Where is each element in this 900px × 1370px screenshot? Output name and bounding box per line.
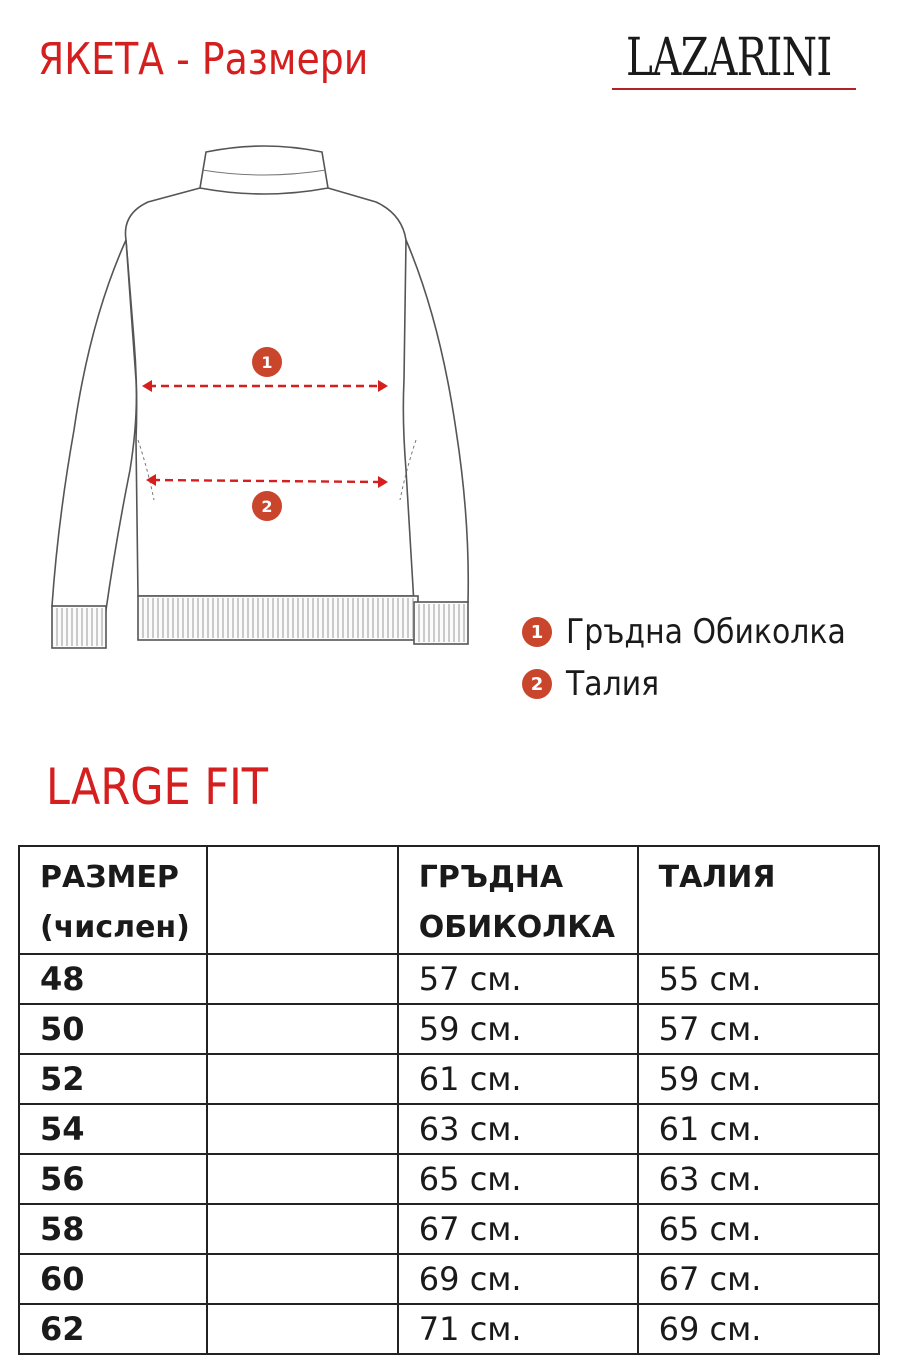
- jacket-right-cuff: [414, 602, 468, 644]
- cell-empty: [207, 954, 398, 1004]
- jacket-collar: [200, 146, 328, 194]
- cell-empty: [207, 1004, 398, 1054]
- header-size: РАЗМЕР (числен): [19, 846, 207, 954]
- jacket-right-sleeve: [403, 240, 468, 604]
- table-header-row: [19, 846, 879, 954]
- cell-size: 54: [19, 1104, 207, 1154]
- table-row: [19, 954, 879, 1004]
- cell-waist: 57 см.: [638, 1004, 879, 1054]
- cell-waist: 69 см.: [638, 1304, 879, 1354]
- cell-chest: 69 см.: [398, 1254, 638, 1304]
- cell-size: 56: [19, 1154, 207, 1204]
- cell-waist: 61 см.: [638, 1104, 879, 1154]
- brand-underline: [612, 88, 856, 90]
- cell-chest: 59 см.: [398, 1004, 638, 1054]
- cell-chest: 67 см.: [398, 1204, 638, 1254]
- brand-logo: [612, 26, 858, 106]
- table-row: [19, 1004, 879, 1054]
- cell-empty: [207, 1204, 398, 1254]
- header-chest: ГРЪДНА ОБИКОЛКА: [398, 846, 638, 954]
- cell-empty: [207, 1154, 398, 1204]
- fit-title: LARGE FIT: [46, 758, 269, 816]
- jacket-left-cuff: [52, 606, 106, 648]
- legend-badge: 1: [522, 617, 552, 647]
- measurement-legend: [522, 606, 884, 710]
- jacket-left-sleeve: [52, 240, 136, 610]
- header-waist: ТАЛИЯ: [638, 846, 879, 954]
- legend-badge: 2: [522, 669, 552, 699]
- cell-waist: 55 см.: [638, 954, 879, 1004]
- svg-text:2: 2: [261, 497, 273, 516]
- cell-waist: 65 см.: [638, 1204, 879, 1254]
- brand-wordmark: LAZARINI: [626, 28, 832, 88]
- jacket-diagram: [30, 140, 470, 660]
- table-row: [19, 1154, 879, 1204]
- cell-size: 58: [19, 1204, 207, 1254]
- cell-size: 62: [19, 1304, 207, 1354]
- cell-chest: 57 см.: [398, 954, 638, 1004]
- cell-chest: 61 см.: [398, 1054, 638, 1104]
- legend-item-waist: [522, 658, 884, 710]
- page-title: ЯКЕТА - Размери: [38, 34, 369, 85]
- cell-empty: [207, 1304, 398, 1354]
- cell-chest: 63 см.: [398, 1104, 638, 1154]
- cell-chest: 71 см.: [398, 1304, 638, 1354]
- table-row: [19, 1254, 879, 1304]
- cell-size: 60: [19, 1254, 207, 1304]
- cell-waist: 63 см.: [638, 1154, 879, 1204]
- cell-empty: [207, 1054, 398, 1104]
- cell-empty: [207, 1254, 398, 1304]
- cell-size: 52: [19, 1054, 207, 1104]
- legend-label: Гръдна Обиколка: [566, 612, 846, 652]
- cell-empty: [207, 1104, 398, 1154]
- size-table: [18, 845, 880, 1355]
- cell-waist: 59 см.: [638, 1054, 879, 1104]
- legend-label: Талия: [566, 664, 660, 704]
- table-row: [19, 1304, 879, 1354]
- waist-marker: [252, 491, 282, 521]
- svg-text:1: 1: [261, 353, 273, 372]
- table-row: [19, 1204, 879, 1254]
- cell-waist: 67 см.: [638, 1254, 879, 1304]
- table-row: [19, 1104, 879, 1154]
- cell-chest: 65 см.: [398, 1154, 638, 1204]
- cell-size: 48: [19, 954, 207, 1004]
- jacket-body: [125, 188, 418, 596]
- cell-size: 50: [19, 1004, 207, 1054]
- table-row: [19, 1054, 879, 1104]
- legend-item-chest: [522, 606, 884, 658]
- header-empty: [207, 846, 398, 954]
- chest-marker: [252, 347, 282, 377]
